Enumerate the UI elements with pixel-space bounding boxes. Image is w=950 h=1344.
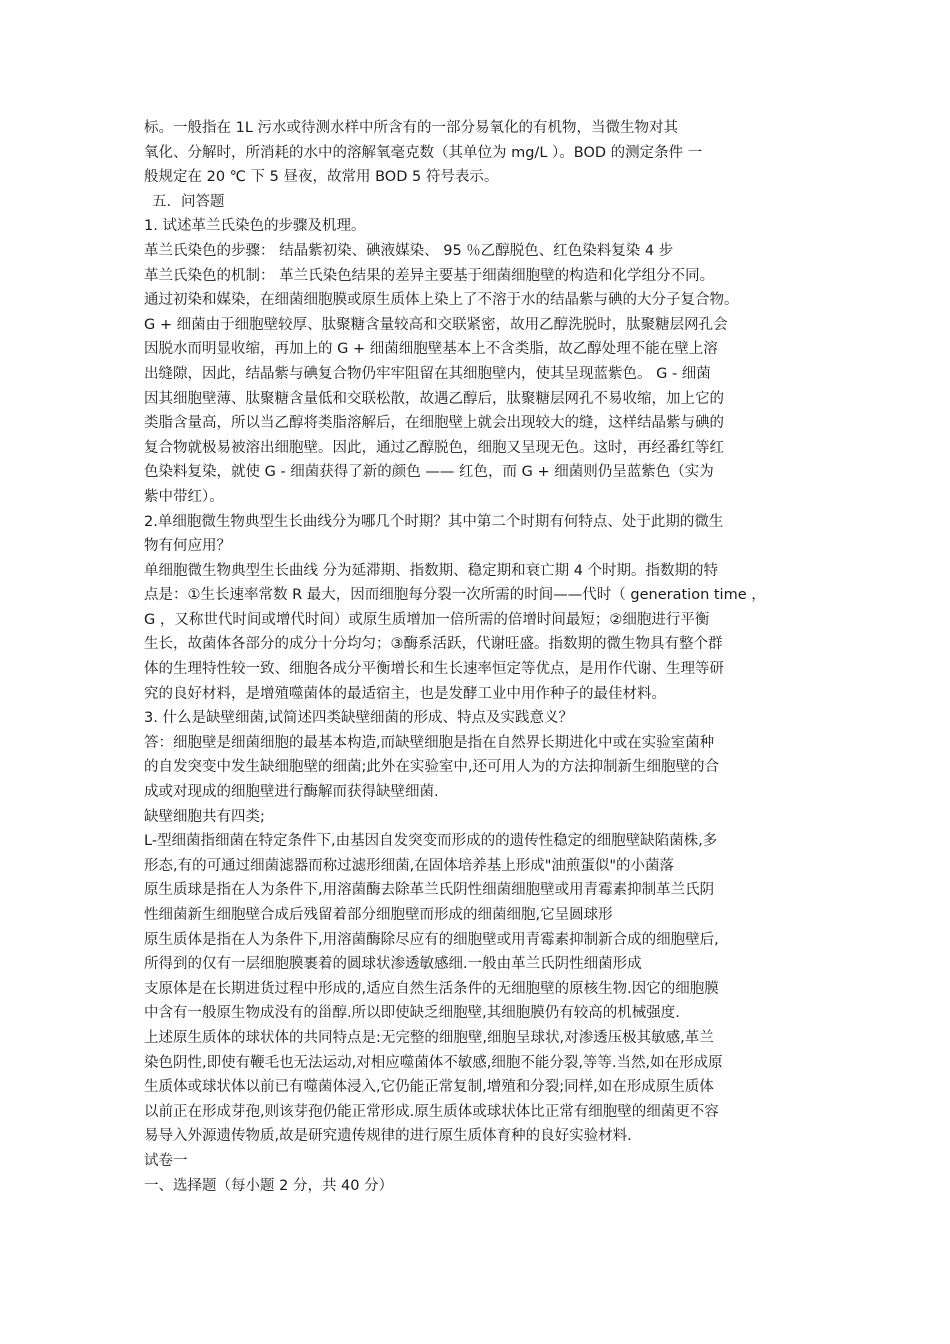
exam-title: 试卷一: [144, 1152, 188, 1169]
question-heading: 1. 试述革兰氏染色的步骤及机理。: [144, 218, 366, 235]
text-line: 般规定在 20 ℃ 下 5 昼夜，故常用 BOD 5 符号表示。: [144, 169, 499, 186]
text-line: 出缝隙，因此，结晶紫与碘复合物仍牢牢阻留在其细胞壁内，使其呈现蓝紫色。 G - 细菌: [144, 365, 711, 382]
text-line: 革兰氏染色的机制： 革兰氏染色结果的差异主要基于细菌细胞壁的构造和化学组分不同。: [144, 267, 715, 284]
text-line: 缺壁细胞共有四类;: [144, 808, 265, 825]
text-line: 中含有一般原生物成没有的甾醇.所以即使缺乏细胞壁,其细胞膜仍有较高的机械强度.: [144, 1005, 680, 1022]
document-page: [144, 116, 814, 1198]
text-line: 体的生理特性较一致、细胞各成分平衡增长和生长速率恒定等优点，是用作代谢、生理等研: [144, 661, 724, 678]
text-line: 通过初染和媒染，在细菌细胞膜或原生质体上染上了不溶于水的结晶紫与碘的大分子复合物。: [144, 292, 739, 309]
text-line: L-型细菌指细菌在特定条件下,由基因自发突变而形成的的遗传性稳定的细胞壁缺陷菌株,多: [144, 833, 718, 850]
section-heading: 一、选择题（每小题 2 分，共 40 分）: [144, 1177, 394, 1194]
text-line: 生长，故菌体各部分的成分十分均匀；③酶系活跃，代谢旺盛。指数期的微生物具有整个群: [144, 636, 723, 653]
question-heading: 3. 什么是缺壁细菌,试简述四类缺壁细菌的形成、特点及实践意义？: [144, 710, 574, 727]
text-line: 类脂含量高，所以当乙醇将类脂溶解后，在细胞壁上就会出现较大的缝，这样结晶紫与碘的: [144, 415, 724, 432]
text-line: 染色阴性,即使有鞭毛也无法运动,对相应噬菌体不敏感,细胞不能分裂,等等.当然,如在形成原: [144, 1054, 723, 1071]
text-line: 支原体是在长期进货过程中形成的,适应自然生活条件的无细胞壁的原核生物.因它的细胞膜: [144, 980, 719, 997]
text-line: 生质体或球状体以前已有噬菌体浸入,它仍能正常复制,增殖和分裂;同样,如在形成原生质体: [144, 1079, 714, 1096]
text-line: G + 细菌由于细胞壁较厚、肽聚糖含量较高和交联紧密，故用乙醇洗脱时，肽聚糖层网孔会: [144, 316, 728, 333]
text-line: 以前正在形成芽孢,则该芽孢仍能正常形成.原生质体或球状体比正常有细胞壁的细菌更不容: [144, 1103, 719, 1120]
text-line: 所得到的仅有一层细胞膜裹着的圆球状渗透敏感细.一般由革兰氏阴性细菌形成: [144, 956, 642, 973]
section-heading: 五．问答题: [152, 193, 225, 210]
text-line: 究的良好材料，是增殖噬菌体的最适宿主，也是发酵工业中用作种子的最佳材料。: [144, 685, 666, 702]
text-line: 形态,有的可通过细菌滤器而称过滤形细菌,在固体培养基上形成"油煎蛋似"的小菌落: [144, 857, 675, 874]
text-line: 点是：①生长速率常数 R 最大，因而细胞每分裂一次所需的时间——代时（ generation time ，: [144, 587, 766, 604]
text-line: 革兰氏染色的步骤： 结晶紫初染、碘液媒染、 95 ％乙醇脱色、红色染料复染 4 步: [144, 242, 674, 259]
text-line: G ，又称世代时间或增代时间）或原生质增加一倍所需的倍增时间最短；②细胞进行平衡: [144, 611, 710, 628]
text-line: 因其细胞壁薄、肽聚糖含量低和交联松散，故遇乙醇后，肽聚糖层网孔不易收缩，加上它的: [144, 390, 724, 407]
text-line: 易导入外源遗传物质,故是研究遗传规律的进行原生质体育种的良好实验材料.: [144, 1128, 632, 1145]
text-line: 成或对现成的细胞壁进行酶解而获得缺壁细菌.: [144, 784, 439, 801]
text-line: 上述原生质体的球状体的共同特点是:无完整的细胞壁,细胞呈球状,对渗透压极其敏感,革兰: [144, 1029, 714, 1046]
text-line: 单细胞微生物典型生长曲线 分为延滞期、指数期、稳定期和衰亡期 4 个时期。指数期的特: [144, 562, 719, 579]
text-line: 标。一般指在 1L 污水或待测水样中所含有的一部分易氧化的有机物，当微生物对其: [144, 120, 679, 136]
text-line: 色染料复染，就使 G - 细菌获得了新的颜色 —— 红色，而 G + 细菌则仍呈蓝紫色（实为: [144, 464, 714, 481]
text-line: 紫中带红）。: [144, 488, 224, 505]
question-heading: 物有何应用？: [144, 538, 231, 555]
text-line: 复合物就极易被溶出细胞壁。因此，通过乙醇脱色，细胞又呈现无色。这时，再经番红等红: [144, 439, 724, 456]
text-line: 原生质球是指在人为条件下,用溶菌酶去除革兰氏阴性细菌细胞壁或用青霉素抑制革兰氏阴: [144, 882, 715, 899]
text-line: 因脱水而明显收缩，再加上的 G + 细菌细胞壁基本上不含类脂，故乙醇处理不能在壁上溶: [144, 341, 718, 358]
text-line: 原生质体是指在人为条件下,用溶菌酶除尽应有的细胞壁或用青霉素抑制新合成的细胞壁后,: [144, 931, 719, 948]
text-line: 的自发突变中发生缺细胞壁的细菌;此外在实验室中,还可用人为的方法抑制新生细胞壁的合: [144, 759, 719, 776]
text-line: 性细菌新生细胞壁合成后残留着部分细胞壁而形成的细菌细胞,它呈圆球形: [144, 907, 613, 923]
text-line: 答：细胞壁是细菌细胞的最基本构造,而缺壁细胞是指在自然界长期进化中或在实验室菌种: [144, 734, 715, 751]
question-heading: 2.单细胞微生物典型生长曲线分为哪几个时期？其中第二个时期有何特点、处于此期的微生: [144, 513, 724, 530]
text-line: 氧化、分解时，所消耗的水中的溶解氧毫克数（其单位为 mg/L ）。BOD 的测定条件 一: [144, 144, 703, 161]
